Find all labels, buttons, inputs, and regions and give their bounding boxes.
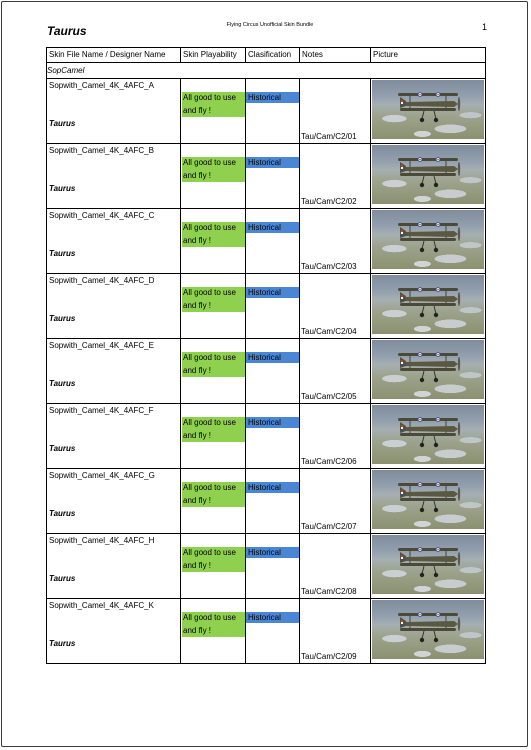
- notes-reference: Tau/Cam/C2/08: [301, 587, 357, 596]
- notes-reference: Tau/Cam/C2/02: [301, 197, 357, 206]
- skin-picture: [372, 145, 484, 204]
- skin-file-name: Sopwith_Camel_4K_4AFC_K: [49, 601, 154, 610]
- notes-cell: [300, 209, 371, 274]
- skin-picture: [372, 600, 484, 659]
- classification-cell: [246, 209, 300, 274]
- classification-cell: [246, 274, 300, 339]
- notes-reference: Tau/Cam/C2/03: [301, 262, 357, 271]
- biplane-photo-icon: [372, 470, 484, 529]
- playability-cell: [181, 209, 246, 274]
- notes-reference: Tau/Cam/C2/07: [301, 522, 357, 531]
- playability-badge: All good to use and fly !: [182, 482, 245, 507]
- table-row: [47, 209, 486, 274]
- skin-picture: [372, 275, 484, 334]
- biplane-photo-icon: [372, 405, 484, 464]
- table-row: [47, 404, 486, 469]
- skin-file-name: Sopwith_Camel_4K_4AFC_C: [49, 211, 155, 220]
- notes-cell: [300, 534, 371, 599]
- table-row: [47, 599, 486, 664]
- group-row: [47, 63, 486, 79]
- skin-name-cell: [47, 469, 181, 534]
- skin-picture: [372, 470, 484, 529]
- picture-cell: [371, 209, 486, 274]
- designer-name: Taurus: [49, 314, 76, 323]
- playability-cell: [181, 274, 246, 339]
- classification-cell: [246, 144, 300, 209]
- skin-picture: [372, 340, 484, 399]
- skin-name-cell: [47, 144, 181, 209]
- biplane-photo-icon: [372, 145, 484, 204]
- notes-cell: [300, 469, 371, 534]
- skin-file-name: Sopwith_Camel_4K_4AFC_F: [49, 406, 154, 415]
- skin-name-cell: [47, 79, 181, 144]
- biplane-photo-icon: [372, 340, 484, 399]
- picture-cell: [371, 339, 486, 404]
- column-header-picture: Picture: [371, 48, 486, 63]
- designer-name: Taurus: [49, 574, 76, 583]
- skin-file-name: Sopwith_Camel_4K_4AFC_B: [49, 146, 154, 155]
- designer-name: Taurus: [49, 444, 76, 453]
- table-row: [47, 339, 486, 404]
- table-row: [47, 79, 486, 144]
- classification-badge: Historical: [246, 417, 299, 428]
- column-header-classification: Clasification: [246, 48, 300, 63]
- skin-picture: [372, 210, 484, 269]
- playability-cell: [181, 404, 246, 469]
- playability-badge: All good to use and fly !: [182, 92, 245, 117]
- table-row: [47, 469, 486, 534]
- playability-badge: All good to use and fly !: [182, 352, 245, 377]
- classification-badge: Historical: [246, 222, 299, 233]
- playability-cell: [181, 599, 246, 664]
- skin-file-name: Sopwith_Camel_4K_4AFC_D: [49, 276, 155, 285]
- designer-name: Taurus: [49, 639, 76, 648]
- table-row: [47, 274, 486, 339]
- document-title: Taurus: [47, 24, 87, 38]
- classification-badge: Historical: [246, 352, 299, 363]
- table-row: [47, 144, 486, 209]
- picture-cell: [371, 599, 486, 664]
- skin-picture: [372, 80, 484, 139]
- skin-file-name: Sopwith_Camel_4K_4AFC_A: [49, 81, 154, 90]
- notes-reference: Tau/Cam/C2/04: [301, 327, 357, 336]
- notes-cell: [300, 404, 371, 469]
- biplane-photo-icon: [372, 80, 484, 139]
- classification-cell: [246, 599, 300, 664]
- skin-file-name: Sopwith_Camel_4K_4AFC_H: [49, 536, 155, 545]
- playability-badge: All good to use and fly !: [182, 287, 245, 312]
- designer-name: Taurus: [49, 119, 76, 128]
- notes-reference: Tau/Cam/C2/01: [301, 132, 357, 141]
- classification-cell: [246, 79, 300, 144]
- playability-cell: [181, 534, 246, 599]
- playability-badge: All good to use and fly !: [182, 157, 245, 182]
- playability-badge: All good to use and fly !: [182, 417, 245, 442]
- column-header-file: Skin File Name / Designer Name: [47, 48, 181, 63]
- picture-cell: [371, 144, 486, 209]
- playability-badge: All good to use and fly !: [182, 547, 245, 572]
- playability-cell: [181, 79, 246, 144]
- playability-cell: [181, 339, 246, 404]
- picture-cell: [371, 469, 486, 534]
- picture-cell: [371, 534, 486, 599]
- playability-cell: [181, 144, 246, 209]
- classification-badge: Historical: [246, 482, 299, 493]
- classification-cell: [246, 534, 300, 599]
- page-number: 1: [482, 22, 488, 32]
- column-header-playability: Skin Playability: [181, 48, 246, 63]
- classification-cell: [246, 339, 300, 404]
- biplane-photo-icon: [372, 210, 484, 269]
- classification-cell: [246, 404, 300, 469]
- skin-name-cell: [47, 404, 181, 469]
- skin-name-cell: [47, 599, 181, 664]
- skin-picture: [372, 535, 484, 594]
- notes-cell: [300, 144, 371, 209]
- classification-badge: Historical: [246, 287, 299, 298]
- designer-name: Taurus: [49, 249, 76, 258]
- document-subtitle: Flying Circus Unofficial Skin Bundle: [226, 22, 314, 28]
- group-title: SopCamel: [47, 63, 486, 79]
- classification-badge: Historical: [246, 157, 299, 168]
- classification-badge: Historical: [246, 547, 299, 558]
- notes-reference: Tau/Cam/C2/09: [301, 652, 357, 661]
- picture-cell: [371, 404, 486, 469]
- classification-badge: Historical: [246, 612, 299, 623]
- playability-badge: All good to use and fly !: [182, 612, 245, 637]
- picture-cell: [371, 79, 486, 144]
- biplane-photo-icon: [372, 275, 484, 334]
- notes-reference: Tau/Cam/C2/05: [301, 392, 357, 401]
- biplane-photo-icon: [372, 535, 484, 594]
- classification-cell: [246, 469, 300, 534]
- designer-name: Taurus: [49, 379, 76, 388]
- skin-file-name: Sopwith_Camel_4K_4AFC_G: [49, 471, 155, 480]
- notes-reference: Tau/Cam/C2/06: [301, 457, 357, 466]
- classification-badge: Historical: [246, 92, 299, 103]
- skin-name-cell: [47, 209, 181, 274]
- table-row: [47, 534, 486, 599]
- skin-name-cell: [47, 274, 181, 339]
- notes-cell: [300, 339, 371, 404]
- table-header-row: [47, 48, 486, 63]
- designer-name: Taurus: [49, 184, 76, 193]
- playability-badge: All good to use and fly !: [182, 222, 245, 247]
- playability-cell: [181, 469, 246, 534]
- notes-cell: [300, 274, 371, 339]
- picture-cell: [371, 274, 486, 339]
- column-header-notes: Notes: [300, 48, 371, 63]
- designer-name: Taurus: [49, 509, 76, 518]
- skin-file-name: Sopwith_Camel_4K_4AFC_E: [49, 341, 154, 350]
- skin-name-cell: [47, 339, 181, 404]
- notes-cell: [300, 79, 371, 144]
- skin-picture: [372, 405, 484, 464]
- biplane-photo-icon: [372, 600, 484, 659]
- skin-name-cell: [47, 534, 181, 599]
- skin-table: [46, 47, 486, 664]
- notes-cell: [300, 599, 371, 664]
